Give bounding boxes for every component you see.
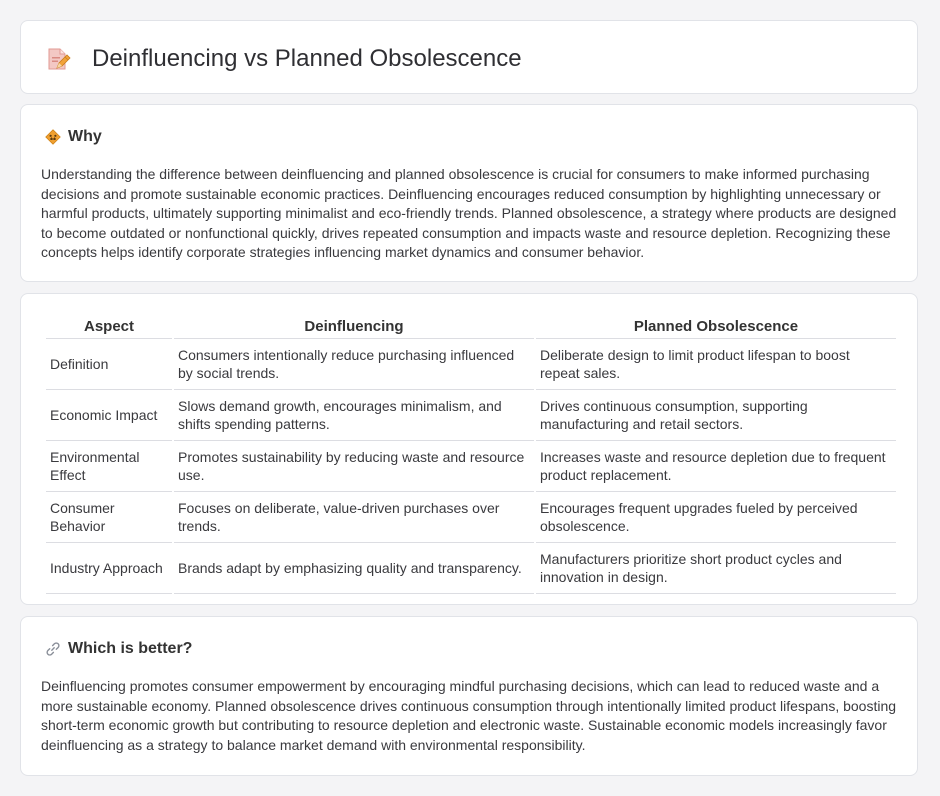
why-heading [45, 127, 102, 147]
table-row [46, 543, 896, 594]
link-icon [45, 641, 61, 657]
table-header-row [46, 316, 896, 339]
why-section [20, 104, 918, 282]
row-deinfluencing: Brands adapt by emphasizing quality and transparency. [174, 543, 534, 594]
row-planned-obsolescence: Increases waste and resource depletion due to frequent product replacement. [536, 441, 896, 492]
row-aspect: Consumer Behavior [46, 492, 172, 543]
better-title: Which is better? [68, 640, 193, 657]
table-row [46, 390, 896, 441]
comparison-table [44, 316, 898, 594]
diamond-sign-icon [45, 129, 61, 145]
row-planned-obsolescence: Encourages frequent upgrades fueled by perceived obsolescence. [536, 492, 896, 543]
row-planned-obsolescence: Deliberate design to limit product lifespan to boost repeat sales. [536, 339, 896, 390]
column-header-planned-obsolescence: Planned Obsolescence [536, 316, 896, 339]
row-deinfluencing: Consumers intentionally reduce purchasing influenced by social trends. [174, 339, 534, 390]
row-deinfluencing: Slows demand growth, encourages minimalism, and shifts spending patterns. [174, 390, 534, 441]
better-text: Deinfluencing promotes consumer empowerment by encouraging mindful purchasing decisions, which can lead to reduced waste and a more sustainable economy. Planned obsolescence drives continuous consumption through intentionally limited product lifespans, boosting short-term economic growth but contributing to resource depletion and electronic waste. Sustainable economic models increasingly favor deinfluencing as a strategy to balance market demand with environmental responsibility. [41, 678, 897, 753]
table-row [46, 441, 896, 492]
document-pencil-icon [45, 46, 71, 72]
row-planned-obsolescence: Manufacturers prioritize short product cycles and innovation in design. [536, 543, 896, 594]
row-aspect: Environmental Effect [46, 441, 172, 492]
table-row [46, 339, 896, 390]
row-deinfluencing: Focuses on deliberate, value-driven purchases over trends. [174, 492, 534, 543]
header-card [20, 20, 918, 94]
row-aspect: Definition [46, 339, 172, 390]
why-text: Understanding the difference between deinfluencing and planned obsolescence is crucial for consumers to make informed purchasing decisions and promote sustainable economic practices. Deinfluencing encourages reduced consumption by highlighting unnecessary or harmful products, ultimately supporting minimalist and eco-friendly trends. Planned obsolescence, a strategy where products are designed to become outdated or nonfunctional quickly, drives repeated consumption and impacts waste and resource depletion. Recognizing these concepts helps identify corporate strategies influencing market dynamics and consumer behavior. [41, 166, 897, 261]
title-row [45, 45, 522, 73]
table-row [46, 492, 896, 543]
which-is-better-section [20, 616, 918, 776]
row-deinfluencing: Promotes sustainability by reducing waste and resource use. [174, 441, 534, 492]
row-aspect: Industry Approach [46, 543, 172, 594]
better-heading [45, 639, 192, 659]
column-header-deinfluencing: Deinfluencing [174, 316, 534, 339]
column-header-aspect: Aspect [46, 316, 172, 339]
row-planned-obsolescence: Drives continuous consumption, supporting manufacturing and retail sectors. [536, 390, 896, 441]
why-title: Why [68, 128, 102, 145]
comparison-table-card [20, 293, 918, 605]
page-title: Deinfluencing vs Planned Obsolescence [92, 45, 522, 72]
row-aspect: Economic Impact [46, 390, 172, 441]
